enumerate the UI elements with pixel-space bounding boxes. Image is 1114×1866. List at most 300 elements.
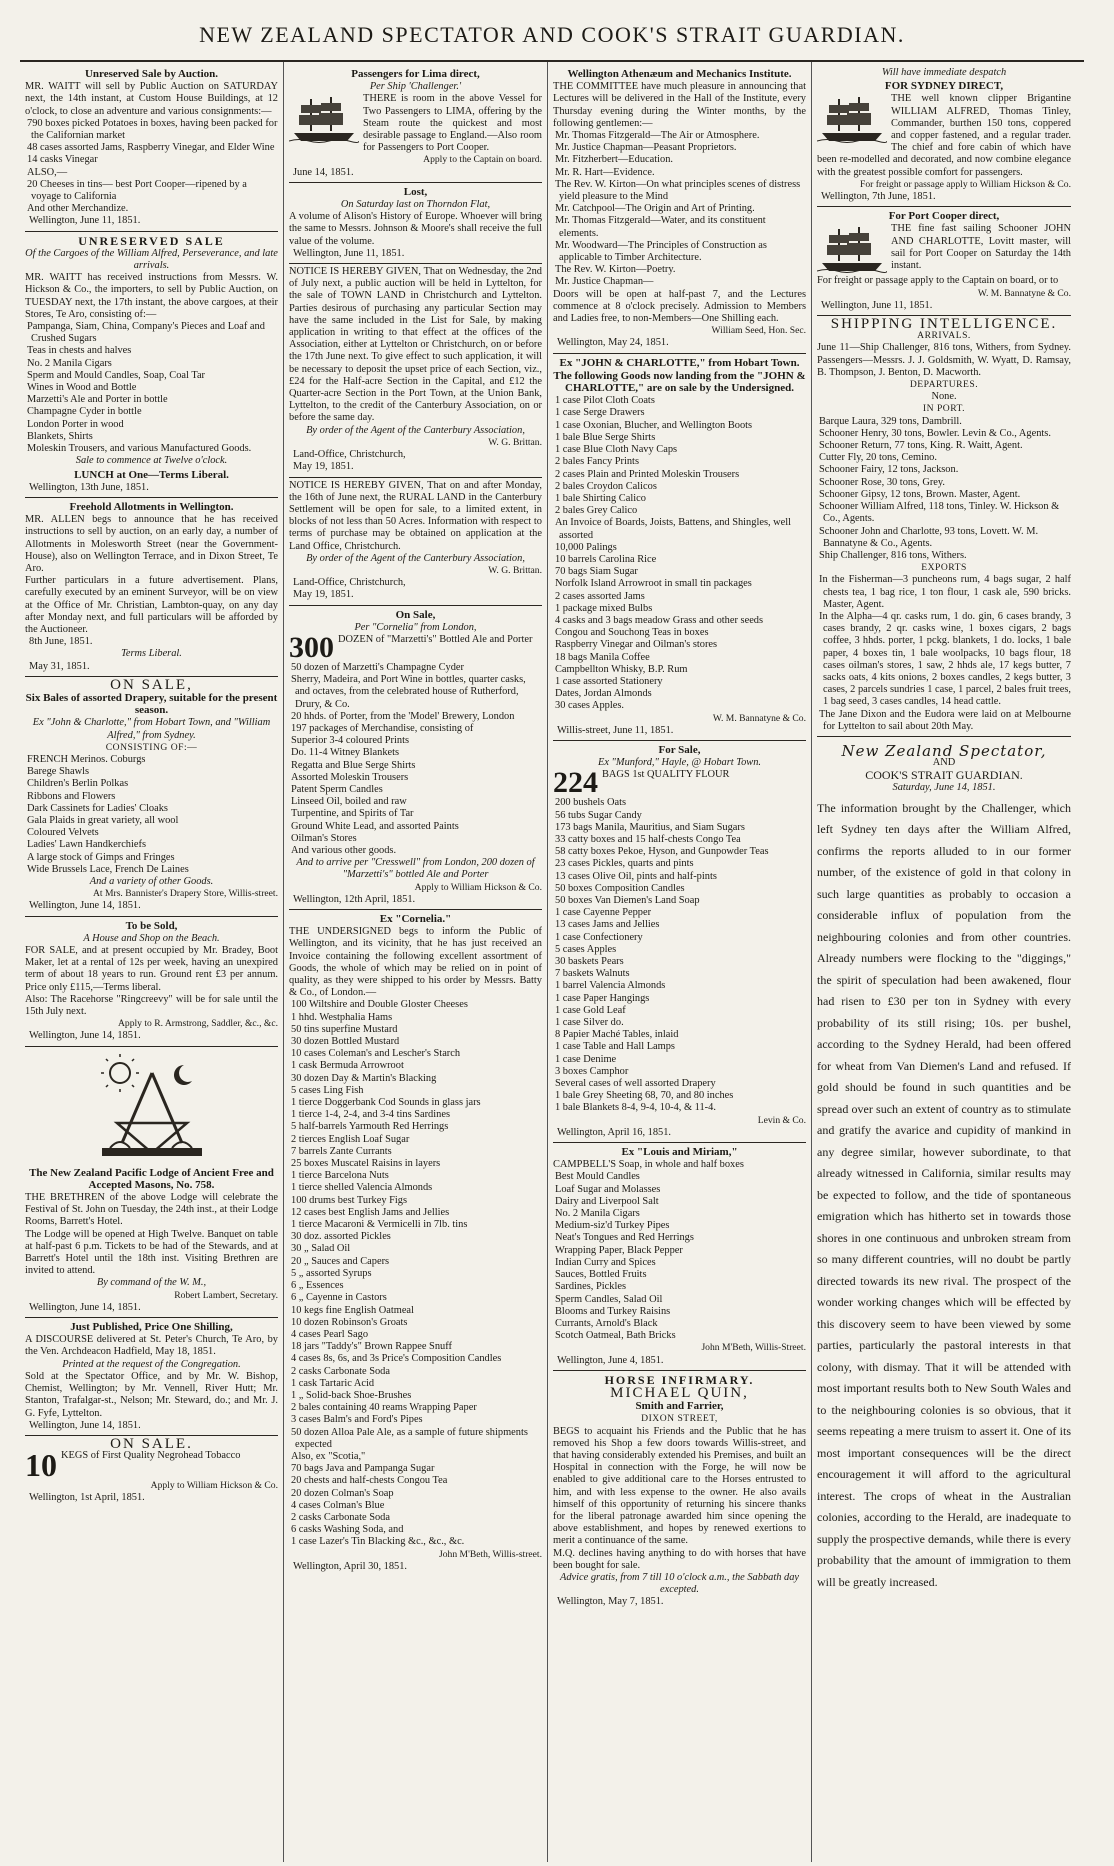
list-item: Dates, Jordan Almonds (555, 688, 652, 700)
list-item: Wide Brussels Lace, French De Laines (27, 863, 189, 875)
list-item: 1 barrel Valencia Almonds (555, 980, 666, 992)
ad-date: Wellington, 7th June, 1851. (821, 191, 936, 203)
list-item: 4 cases Pearl Sago (291, 1328, 369, 1340)
list-item: 3 boxes Camphor (555, 1065, 629, 1077)
list-item: Mr. Fitzherbert—Education. (555, 154, 674, 166)
list-item: Mr. Justice Chapman— (555, 276, 654, 288)
ad-heading: To be Sold, (125, 919, 178, 932)
list-item: Schooner Rose, 30 tons, Grey. (819, 476, 946, 488)
ad-date: Wellington, June 14, 1851. (29, 1419, 141, 1431)
list-item: ALSO,— (27, 166, 68, 178)
ad-heading: Wellington Athenæum and Mechanics Institute. (567, 68, 792, 80)
list-item: 2 cases Plain and Printed Moleskin Trousers (555, 468, 740, 480)
ad-terms: Terms Liberal. (121, 648, 182, 660)
column-4 (812, 62, 1076, 1862)
ad-body-2: Doors will be open at half-past 7, and the Lectures commence at 8 o'clock precisely. Admission to Members and Ladies free, to non-Members—One Shilling each. (553, 288, 806, 325)
list-item: 1 tierce 1-4, 2-4, and 3-4 tins Sardines (291, 1109, 450, 1121)
ad-lost (289, 183, 542, 264)
list-item: No. 2 Manila Cigars (555, 1208, 640, 1220)
ad-subheading: Per "Cornelia" from London, (354, 621, 477, 633)
ad-date: Willis-street, June 11, 1851. (557, 724, 674, 736)
ad-signature: W. M. Bannatyne & Co. (977, 287, 1071, 299)
list-item: Sardines, Pickles (555, 1281, 626, 1293)
ad-lines (289, 999, 542, 1548)
list-item: Norfolk Island Arrowroot in small tin packages (555, 578, 752, 590)
list-item: Sauces, Bottled Fruits (555, 1269, 647, 1281)
list-item: 30 dozen Day & Martin's Blacking (291, 1072, 437, 1084)
list-item: Indian Curry and Spices (555, 1256, 656, 1268)
ad-signature: Robert Lambert, Secretary. (174, 1289, 278, 1301)
ad-heading: Ex "Louis and Miriam," (621, 1146, 738, 1159)
ad-just-published (25, 1318, 278, 1436)
in-port-list (817, 416, 1071, 562)
list-item: 1 cask Tartaric Acid (291, 1377, 375, 1389)
ad-on-sale-cornelia (289, 606, 542, 910)
list-item: Dairy and Liverpool Salt (555, 1195, 659, 1207)
ad-date: Wellington, 13th June, 1851. (29, 481, 149, 493)
list-item: Barque Laura, 329 tons, Dambrill. (819, 415, 962, 427)
ad-body-2: Sold at the Spectator Office, and by Mr. W. Bishop, Chemist, Wellington; by Mr. Vennell, River Hutt; Mr. Stanton, Trafalgar-st., Nelson; Mr. Steward, do.; and Mr. J. G. Fyfe, Lyttelton. (25, 1370, 278, 1419)
list-item: Regatta and Blue Serge Shirts (291, 759, 416, 771)
ad-heading: Just Published, Price One Shilling, (70, 1321, 233, 1334)
list-item: 1 case Confectionery (555, 931, 643, 943)
list-item: Scotch Oatmeal, Bath Bricks (555, 1330, 676, 1342)
list-item: 1 case Denime (555, 1053, 617, 1065)
list-item: 30 „ Salad Oil (291, 1243, 351, 1255)
ad-lines (25, 118, 278, 216)
ship-icon (817, 225, 887, 273)
ad-date: Wellington, June 14, 1851. (29, 1030, 141, 1042)
list-item: 100 drums best Turkey Figs (291, 1194, 408, 1206)
ad-heading: Freehold Allotments in Wellington. (69, 500, 234, 513)
ad-subheading: Six Bales of assorted Drapery, suitable for the present season. (25, 691, 278, 717)
ad-signature: W. M. Bannatyne & Co. (712, 712, 806, 724)
ad-office: Land-Office, Christchurch, (293, 449, 406, 461)
list-item: 30 doz. assorted Pickles (291, 1231, 391, 1243)
list-item: Gala Plaids in great variety, all wool (27, 814, 179, 826)
ad-body: KEGS of First Quality Negrohead Tobacco (61, 1450, 241, 1462)
ad-body: BEGS to acquaint his Friends and the Public that he has removed his Shop a few doors towards Willis-street, and that having considerably extended his Premises, and built an Hospital in connection with the Forge, he will now be enabled to give additional care to the Horses entrusted to him, and with less expense to the owner. He also avails himself of this opportunity of returning his sincere thanks for the liberal patronage awarded him since opening the above establishment, and hopes by renewed exertions to merit a continuance of the same. (553, 1425, 806, 1547)
list-item: Barege Shawls (27, 766, 90, 778)
list-item: 1 tierce Barcelona Nuts (291, 1170, 389, 1182)
list-item: 2 bales Fancy Prints (555, 456, 639, 468)
ad-body: THERE is room in the above Vessel for Two Passengers to LIMA, offering by the Steam route the quickest and most desirable passage to England.—Also room for Passengers to Port Cooper. (363, 93, 542, 154)
list-item: 2 cases assorted Jams (555, 590, 645, 602)
list-item: 100 Wiltshire and Double Gloster Cheeses (291, 999, 468, 1011)
list-item: Turpentine, and Spirits of Tar (291, 808, 414, 820)
list-item: 1 bale Blankets 8-4, 9-4, 10-4, & 11-4. (555, 1102, 716, 1114)
list-item: 13 cases Olive Oil, pints and half-pints (555, 870, 717, 882)
ad-body: FOR SALE, and at present occupied by Mr. Bradey, Boot Maker, let at a rental of 12s per week, having an unexpired term of about 18 years to run. Ground rent £3 per annum. Price only £115,—Terms liberal. (25, 945, 278, 993)
list-item: 70 bags Siam Sugar (555, 566, 638, 578)
ad-heading: Ex "JOHN & CHARLOTTE," from Hobart Town. (559, 356, 800, 369)
list-item: 1 case Serge Drawers (555, 407, 645, 419)
list-item: Marzetti's Ale and Porter in bottle (27, 394, 168, 406)
list-item: Schooner John and Charlotte, 93 tons, Lovett. W. M. Bannatyne & Co., Agents. (819, 525, 1039, 549)
ad-date: Wellington, June 14, 1851. (29, 1301, 141, 1313)
list-item: In the Alpha—4 qr. casks rum, 1 do. gin, 6 cases brandy, 3 cases brandy, 2 qr. casks wine, 1 boxes cigars, 2 bags coffee, 3 hhds. porter, 1 pckg. blankets, 1 do. locks, 1 bale paper, 4 boxes tin, 1 bale woolpacks, 10 bags flour, 18 cases oilman's stores, 1 saw, 2 hhds ale, 17 kegs butter, 7 sacks oats, 4 kits onions, 2 boxes candles, 2 kegs butter, 3 cases, 2 parcels sundries 1 case, 1 parcel, 2 bales fruit trees, 1 bag seed, 3 cases candles, 14 head cattle. (819, 610, 1071, 708)
ad-number: 10 (25, 1447, 57, 1484)
ad-number: 300 (289, 630, 334, 664)
list-item: The Jane Dixon and the Eudora were laid on at Melbourne for Lyttelton to sail about 20th May. (819, 708, 1071, 732)
ad-heading: On Sale, (395, 608, 436, 621)
ad-name: MICHAEL QUIN, (610, 1384, 749, 1401)
list-item: 10,000 Palings (555, 541, 617, 553)
list-item: 33 catty boxes and 15 half-chests Congo Tea (555, 833, 741, 845)
list-item: 20 hhds. of Porter, from the 'Model' Brewery, London (291, 710, 515, 722)
editorial (817, 737, 1071, 1596)
ad-notice-town-land (289, 264, 542, 477)
list-item: Schooner William Alfred, 118 tons, Tinley. W. Hickson & Co., Agents. (819, 501, 1060, 525)
list-item: 6 „ Essences (291, 1280, 344, 1292)
list-item: 18 bags Manila Coffee (555, 651, 650, 663)
ad-heading: The New Zealand Pacific Lodge of Ancient Free and Accepted Masons, No. 758. (29, 1166, 274, 1191)
ad-date: May 19, 1851. (293, 589, 354, 601)
ad-subheading: A House and Shop on the Beach. (83, 932, 220, 944)
list-item: 25 boxes Muscatel Raisins in layers (291, 1158, 441, 1170)
list-item: Ground White Lead, and assorted Paints (291, 820, 459, 832)
list-item: 30 baskets Pears (555, 956, 624, 968)
list-item: 173 bags Manila, Mauritius, and Siam Sugars (555, 821, 745, 833)
arrivals-text: June 11—Ship Challenger, 816 tons, Withers, from Sydney. Passengers—Messrs. J. J. Goldsmith, W. Wyatt, D. Ramsay, B. Thompson, J. Benton, D. Macworth. (817, 342, 1071, 378)
ad-body: CAMPBELL'S Soap, in whole and half boxes (553, 1159, 744, 1171)
list-item: 5 „ assorted Syrups (291, 1267, 372, 1279)
list-item: 50 tins superfine Mustard (291, 1023, 398, 1035)
list-item: 5 cases Apples (555, 943, 617, 955)
list-item: Schooner Gipsy, 12 tons, Brown. Master, Agent. (819, 488, 1021, 500)
editorial-and: AND (932, 757, 956, 769)
editorial-text: The information brought by the Challenger, which left Sydney ten days after the William Alfred, confirms the reports alluded to in our former number, of the existence of gold in that colony in such large quantities as probably to occasion a considerable influx of population from the neighbouring colonies and from other countries. Already numbers were flocking to the "diggings," the spirit of speculation had been awakened, flour had risen to £30 per ton in Sydney with every probability of its still rising; 10s. per bushel, according to the Sydney Herald, had been offered for wheat from Van Diemen's Land and refused. If gold should be found in such quantities and be spread over such an extent of country as to stimulate and gratify the avarice and cupidity of mankind in any degree similar, however subordinate, to that already witnessed in California, similar results may be expected to follow, and the tide of spontaneous emigration which has hitherto set in towards those shores in one continuous and unbroken stream from so many different countries, will no doubt be partly directed towards its new rival. The prospect of the wonder working changes which will be effected by this discovery seem to have been viewed by some parties, particularly the pastoral interests in that colony, with dismay. That it will be attended with most important results both to New South Wales and to the neighbouring colonies is so obvious, that it seems repeating a mere truism to assert it. One of its most important consequences will be the direct encouragement it will afford to the agricultural interest. The crops of wheat in the Australian colonies, according to the Herald, are inadequate to supply the prospective demands, while there is every probability that the amount of immigration to them will be greatly increased. (817, 800, 1071, 1589)
masonic-emblem-icon (92, 1053, 212, 1163)
list-item: Currants, Arnold's Black (555, 1317, 658, 1329)
ad-date: May 19, 1851. (293, 461, 354, 473)
ad-unreserved-sale-cargoes (25, 232, 278, 498)
ad-passengers-lima (289, 65, 542, 183)
list-item: Cutter Fly, 20 tons, Cemino. (819, 452, 937, 464)
list-item: 12 cases best English Jams and Jellies (291, 1206, 450, 1218)
departures-text: None. (931, 391, 957, 403)
list-item: Medium-siz'd Turkey Pipes (555, 1220, 670, 1232)
list-item: 1 bale Blue Serge Shirts (555, 431, 656, 443)
arrivals-heading: ARRIVALS. (917, 330, 971, 342)
ad-order: By order of the Agent of the Canterbury Association, (306, 552, 525, 564)
ad-heading: SHIPPING INTELLIGENCE. (830, 316, 1058, 333)
ad-lines (289, 662, 542, 857)
list-item: 56 tubs Sugar Candy (555, 809, 642, 821)
ad-apply: Apply to William Hickson & Co. (414, 881, 542, 893)
ad-date: Wellington, June 11, 1851. (821, 299, 933, 311)
ad-date: Wellington, June 11, 1851. (29, 215, 141, 227)
list-item: Schooner Fairy, 12 tons, Jackson. (819, 464, 959, 476)
list-item: 20 dozen Colman's Soap (291, 1487, 394, 1499)
list-item: 2 bales Croydon Calicos (555, 480, 657, 492)
ad-body-2: Further particulars in a future advertisement. Plans, carefully executed by an eminent Surveyor, will be on view at the Office of Mr. Christian, Lambton-quay, on any day after Monday next, and full particulars will be afforded by the Auctioneer. (25, 575, 278, 635)
ad-heading: HORSE INFIRMARY. (604, 1372, 755, 1387)
list-item: Linseed Oil, boiled and raw (291, 796, 407, 808)
list-item: 20 Cheeses in tins— best Port Cooper—ripened by a voyage to California (27, 178, 247, 203)
list-item: 1 case Oxonian, Blucher, and Wellington Boots (555, 419, 753, 431)
list-item: Schooner Return, 77 tons, King. R. Waitt, Agent. (819, 440, 1023, 452)
ad-date: Wellington, 12th April, 1851. (293, 893, 416, 905)
ad-heading: Will have immediate despatch (881, 67, 1007, 78)
list-item: 4 casks and 3 bags meadow Grass and other seeds (555, 614, 764, 626)
ad-apply: For freight or passage apply to the Captain on board, or to (817, 275, 1059, 287)
list-item: 5 cases Ling Fish (291, 1084, 364, 1096)
list-item: Mr. Catchpool—The Origin and Art of Printing. (555, 203, 755, 215)
ad-variety: And a variety of other Goods. (89, 876, 214, 887)
ad-horse-infirmary (553, 1371, 806, 1612)
list-item: A large stock of Gimps and Fringes (27, 851, 175, 863)
editorial-subtitle: COOK'S STRAIT GUARDIAN. (865, 768, 1023, 783)
column-2 (284, 62, 548, 1862)
list-item: 4 cases Colman's Blue (291, 1499, 385, 1511)
ad-signature: John M'Beth, Willis-street. (439, 1548, 542, 1560)
ad-date: Wellington, 1st April, 1851. (29, 1492, 145, 1504)
ad-heading: Lost, (403, 185, 428, 198)
list-item: 20 chests and half-chests Congou Tea (291, 1475, 448, 1487)
ad-apply: Apply to the Captain on board. (423, 154, 542, 166)
list-item: 20 „ Sauces and Capers (291, 1255, 390, 1267)
list-item: Blankets, Shirts (27, 430, 93, 442)
list-item: FRENCH Merinos. Coburgs (27, 753, 146, 765)
list-item: Sperm Candles, Salad Oil (555, 1293, 663, 1305)
list-item: Congou and Souchong Teas in boxes (555, 627, 709, 639)
list-item: Children's Berlin Polkas (27, 778, 129, 790)
ad-body: THE fine fast sailing Schooner JOHN AND CHARLOTTE, Lovitt master, will sail for Port Cooper on Saturday the 14th instant. (891, 223, 1071, 272)
ad-also: Also: The Racehorse "Ringcreevy" will be for sale until the 15th July next. (25, 993, 278, 1018)
ad-body: BAGS 1st QUALITY FLOUR (602, 769, 730, 781)
ad-printed: Printed at the request of the Congregation. (62, 1358, 241, 1370)
list-item: Loaf Sugar and Molasses (555, 1183, 661, 1195)
ad-signature: W. G. Brittan. (488, 564, 542, 576)
list-item: Campbellton Whisky, B.P. Rum (555, 663, 688, 675)
ad-consisting: CONSISTING OF:— (105, 741, 198, 753)
list-item: 1 bale Shirting Calico (555, 492, 646, 504)
list-item: 1 hhd. Westphalia Hams (291, 1011, 393, 1023)
list-item: 1 case Silver do. (555, 1017, 624, 1029)
list-item: 1 package mixed Bulbs (555, 602, 653, 614)
departures-heading: DEPARTURES. (909, 379, 979, 391)
ad-freehold-allotments (25, 498, 278, 677)
list-item: 50 boxes Composition Candles (555, 882, 685, 894)
ad-heading: For Sale, (658, 743, 701, 756)
ad-body: A volume of Alison's History of Europe. Whoever will bring the same to Messrs. Johnson & Moore's shall receive the full value of the volume. (289, 211, 542, 247)
ad-athenaeum (553, 65, 806, 354)
column-3 (548, 62, 812, 1862)
editorial-date: Saturday, June 14, 1851. (892, 781, 996, 793)
list-item: 2 casks Carbonate Soda (291, 1511, 390, 1523)
ad-louis-miriam (553, 1143, 806, 1371)
columns (20, 62, 1084, 1862)
list-item: 10 cases Coleman's and Lescher's Starch (291, 1048, 461, 1060)
list-item: 1 cask Bermuda Arrowroot (291, 1060, 404, 1072)
ad-body: THE well known clipper Brigantine WILLIAM ALFRED, Thomas Tinley, Commander, burthen 150 tons, coppered and copper fastened, and a regular trader. The chief and fore cabin of which have been re-modelled and decorated, and now combine elegance with the greatest possible comfort for passengers. (817, 93, 1071, 178)
list-item: 200 bushels Oats (555, 797, 626, 809)
ad-sydney-direct (817, 65, 1071, 207)
ad-body: MR. WAITT will sell by Public Auction on SATURDAY next, the 14th instant, at Custom House Buildings, at 12 o'clock, to close an adventure and various consignments:— (25, 81, 278, 117)
list-item: Also, ex "Scotia," (291, 1450, 366, 1462)
list-item: 1 case Blue Cloth Navy Caps (555, 444, 678, 456)
list-item: Patent Sperm Candles (291, 783, 383, 795)
list-item: 50 dozen Alloa Pale Ale, as a sample of future shipments expected (291, 1426, 528, 1450)
list-item: 18 jars "Taddy's" Brown Rappee Snuff (291, 1341, 452, 1353)
list-item: 2 casks Carbonate Soda (291, 1365, 390, 1377)
list-item: Dark Cassinets for Ladies' Cloaks (27, 802, 168, 814)
ad-signature: William Seed, Hon. Sec. (711, 325, 806, 337)
list-item: Mr. Woodward—The Principles of Construction as applicable to Timber Architecture. (555, 239, 767, 264)
list-item: 2 bales containing 40 reams Wrapping Paper (291, 1402, 477, 1414)
list-item: And various other goods. (291, 844, 397, 856)
ad-on-sale-drapery (25, 677, 278, 917)
list-item: 6 „ Cayenne in Castors (291, 1292, 387, 1304)
list-item: The Rev. W. Kirton—Poetry. (555, 264, 676, 276)
ad-office: Land-Office, Christchurch, (293, 577, 406, 589)
list-item: Raspberry Vinegar and Oilman's stores (555, 639, 718, 651)
list-item: Ship Challenger, 816 tons, Withers. (819, 549, 967, 561)
list-item: 1 „ Solid-back Shoe-Brushes (291, 1389, 412, 1401)
ad-note: Sale to commence at Twelve o'clock. (75, 455, 228, 467)
ad-body: THE UNDERSIGNED begs to inform the Public of Wellington, and its vicinity, that he has just received an Invoice containing the following excellent assortment of Goods, the whole of which may be relied on in point of quality, as they were shipped to his order by Messrs. Batty & Co., of London.— (289, 926, 542, 999)
ad-order: By order of the Agent of the Canterbury Association, (306, 424, 525, 436)
ad-date-2: May 31, 1851. (29, 660, 90, 672)
list-item: 30 cases Apples. (555, 700, 624, 712)
list-item: Teas in chests and halves (27, 345, 132, 357)
masthead: NEW ZEALAND SPECTATOR AND COOK'S STRAIT GUARDIAN. (20, 0, 1084, 62)
in-port-heading: IN PORT. (922, 403, 966, 415)
ad-store: At Mrs. Bannister's Drapery Store, Willis-street. (92, 888, 278, 900)
list-item: Neat's Tongues and Red Herrings (555, 1232, 694, 1244)
ad-lines (553, 130, 806, 289)
list-item: Wines in Wood and Bottle (27, 382, 137, 394)
ad-masonic-lodge (25, 1047, 278, 1318)
ad-advice: Advice gratis, from 7 till 10 o'clock a.m., the Sabbath day excepted. (559, 1571, 800, 1596)
list-item: 2 tierces English Loaf Sugar (291, 1133, 410, 1145)
ad-subheading: The following Goods now landing from the "JOHN & CHARLOTTE," are on sale by the Undersigned. (553, 369, 806, 395)
list-item: In the Fisherman—3 puncheons rum, 4 bags sugar, 2 half chests tea, 1 bag rice, 1 ton flour, 1 cask ale, 590 bricks. Master, Agent. (819, 574, 1071, 610)
list-item: 1 case Lazer's Tin Blacking &c., &c., &c. (291, 1536, 465, 1548)
list-item: 6 casks Washing Soda, and (291, 1524, 404, 1536)
ad-lunch: LUNCH at One—Terms Liberal. (74, 468, 229, 481)
list-item: 14 casks Vinegar (27, 154, 98, 166)
ad-lines (553, 1171, 806, 1342)
ad-date: Wellington, June 11, 1851. (293, 247, 405, 259)
ad-house-and-shop (25, 917, 278, 1047)
list-item: 7 baskets Walnuts (555, 968, 630, 980)
ad-date: Wellington, June 14, 1851. (29, 900, 141, 912)
shipping-intelligence (817, 316, 1071, 737)
list-item: 1 case Gold Leaf (555, 1004, 626, 1016)
ad-signature: Levin & Co. (757, 1114, 806, 1126)
ad-body: MR. WAITT has received instructions from Messrs. W. Hickson & Co., the importers, to sell by Public Auction, on TUESDAY next, the 17th instant, the above cargoes, at their Stores, Te Aro, consisting of:— (25, 272, 278, 320)
list-item: 8 Papier Maché Tables, inlaid (555, 1029, 679, 1041)
list-item: 5 half-barrels Yarmouth Red Herrings (291, 1121, 449, 1133)
exports-heading: EXPORTS (921, 562, 967, 574)
ad-date: Wellington, April 30, 1851. (293, 1560, 408, 1572)
list-item: Mr. Thomas Fitzgerald—The Air or Atmosphere. (555, 130, 760, 142)
list-item: Wrapping Paper, Black Pepper (555, 1244, 683, 1256)
ad-body-2: The Lodge will be opened at High Twelve. Banquet on table at half-past 6 p.m. Tickets to be had of the Stewards, and at Barrett's Hotel until the 18th inst. Visiting Brethren are invited to attend. (25, 1228, 278, 1277)
ad-date: Wellington, May 7, 1851. (557, 1596, 664, 1608)
list-item: 13 cases Jams and Jellies (555, 919, 660, 931)
list-item: Ribbons and Flowers (27, 790, 116, 802)
list-item: 1 tierce Macaroni & Vermicelli in 7lb. tins (291, 1219, 468, 1231)
ad-unreserved-sale-auction (25, 65, 278, 232)
list-item: 790 boxes picked Potatoes in boxes, having been packed for the Californian market (27, 117, 278, 142)
list-item: 197 packages of Merchandise, consisting of (291, 722, 474, 734)
ad-signature: John M'Beth, Willis-Street. (701, 1342, 806, 1354)
ad-body: NOTICE IS HEREBY GIVEN, That on and after Monday, the 16th of June next, the RURAL LAND in the Canterbury Settlement will be open for sale, to a limited extent, in blocks of not less than 50 Acres. Information with respect to terms of purchase may be obtained on application at the Land Office, Christchurch. (289, 479, 542, 552)
ad-date: 8th June, 1851. (29, 636, 93, 648)
list-item: 1 case Pilot Cloth Coats (555, 395, 655, 407)
ad-date: June 14, 1851. (293, 166, 354, 178)
ship-icon (289, 95, 359, 143)
ad-subheading: FOR SYDNEY DIRECT, (884, 80, 1004, 93)
ad-ex-john-charlotte (553, 354, 806, 741)
ad-heading: Passengers for Lima direct, (351, 68, 480, 80)
ad-lines (553, 797, 806, 1114)
editorial-title: New Zealand Spectator, (841, 741, 1047, 760)
list-item: 58 catty boxes Pekoe, Hyson, and Gunpowder Teas (555, 846, 769, 858)
ad-arrive: And to arrive per "Cresswell" from London, 200 dozen of "Marzetti's" bottled Ale and Porter (296, 857, 535, 881)
list-item: 10 kegs fine English Oatmeal (291, 1304, 414, 1316)
list-item: Coloured Velvets (27, 827, 99, 839)
list-item: 48 cases assorted Jams, Raspberry Vinegar, and Elder Wine (27, 142, 275, 154)
list-item: Blooms and Turkey Raisins (555, 1305, 671, 1317)
ad-body: DOZEN of "Marzetti's" Bottled Ale and Porter (338, 633, 533, 645)
list-item: An Invoice of Boards, Joists, Battens, and Shingles, well assorted (555, 517, 792, 541)
list-item: 7 barrels Zante Currants (291, 1145, 392, 1157)
ad-lines (553, 395, 806, 712)
ad-command: By command of the W. M., (96, 1277, 207, 1289)
list-item: The Rev. W. Kirton—On what principles scenes of distress yield pleasure to the Mind (555, 178, 801, 203)
list-item: 2 bales Grey Calico (555, 505, 638, 517)
ad-ex-cornelia (289, 910, 542, 1576)
list-item: Moleskin Trousers, and various Manufactured Goods. (27, 443, 252, 455)
ad-heading: Unreserved Sale by Auction. (84, 68, 219, 80)
ad-date: Wellington, May 24, 1851. (557, 337, 669, 349)
ad-apply: Apply to R. Armstrong, Saddler, &c., &c. (117, 1018, 278, 1030)
ad-body: A DISCOURSE delivered at St. Peter's Church, Te Aro, by the Ven. Archdeacon Hadfield, May 18, 1851. (25, 1334, 278, 1358)
ad-tobacco (25, 1436, 278, 1508)
list-item: Do. 11-4 Witney Blankets (291, 747, 400, 759)
list-item: Sperm and Mould Candles, Soap, Coal Tar (27, 369, 206, 381)
ad-number: 224 (553, 766, 598, 800)
ad-apply: For freight or passage apply to William Hickson & Co. (859, 178, 1071, 190)
ad-ex: Ex "John & Charlotte," from Hobart Town, and "William Alfred," from Sydney. (32, 717, 271, 741)
ad-heading: ON SALE, (110, 676, 193, 693)
list-item: Champagne Cyder in bottle (27, 406, 142, 418)
list-item: Sherry, Madeira, and Port Wine in bottles, quarter casks, and octaves, from the celebrated house of Rutherford, Drury, & Co. (291, 674, 526, 710)
column-1 (20, 62, 284, 1862)
ad-street: DIXON STREET, (641, 1413, 718, 1425)
list-item: Oilman's Stores (291, 832, 357, 844)
ad-body: MR. ALLEN begs to announce that he has received instructions to sell by auction, on an early day, a number of Allotments in Molesworth Street (near the Government-House), also on Wellington Terrace, and in Dixon Street, Te Aro. (25, 514, 278, 574)
ad-port-cooper (817, 207, 1071, 316)
ad-subheading: Of the Cargoes of the William Alfred, Perseverance, and late arrivals. (25, 247, 278, 272)
ad-heading: For Port Cooper direct, (888, 210, 1000, 223)
list-item: 4 cases 8s, 6s, and 3s Price's Composition Candles (291, 1353, 502, 1365)
ad-heading: ON SALE. (110, 1435, 193, 1452)
exports-list (817, 574, 1071, 733)
list-item: London Porter in wood (27, 418, 124, 430)
ad-lines (25, 754, 278, 876)
list-item: 1 case Paper Hangings (555, 992, 650, 1004)
list-item: Best Mould Candles (555, 1171, 640, 1183)
ad-for-sale-flour (553, 741, 806, 1143)
list-item: 1 case Table and Hall Lamps (555, 1041, 675, 1053)
ad-apply: Apply to William Hickson & Co. (150, 1480, 278, 1492)
ad-date: Wellington, April 16, 1851. (557, 1126, 672, 1138)
